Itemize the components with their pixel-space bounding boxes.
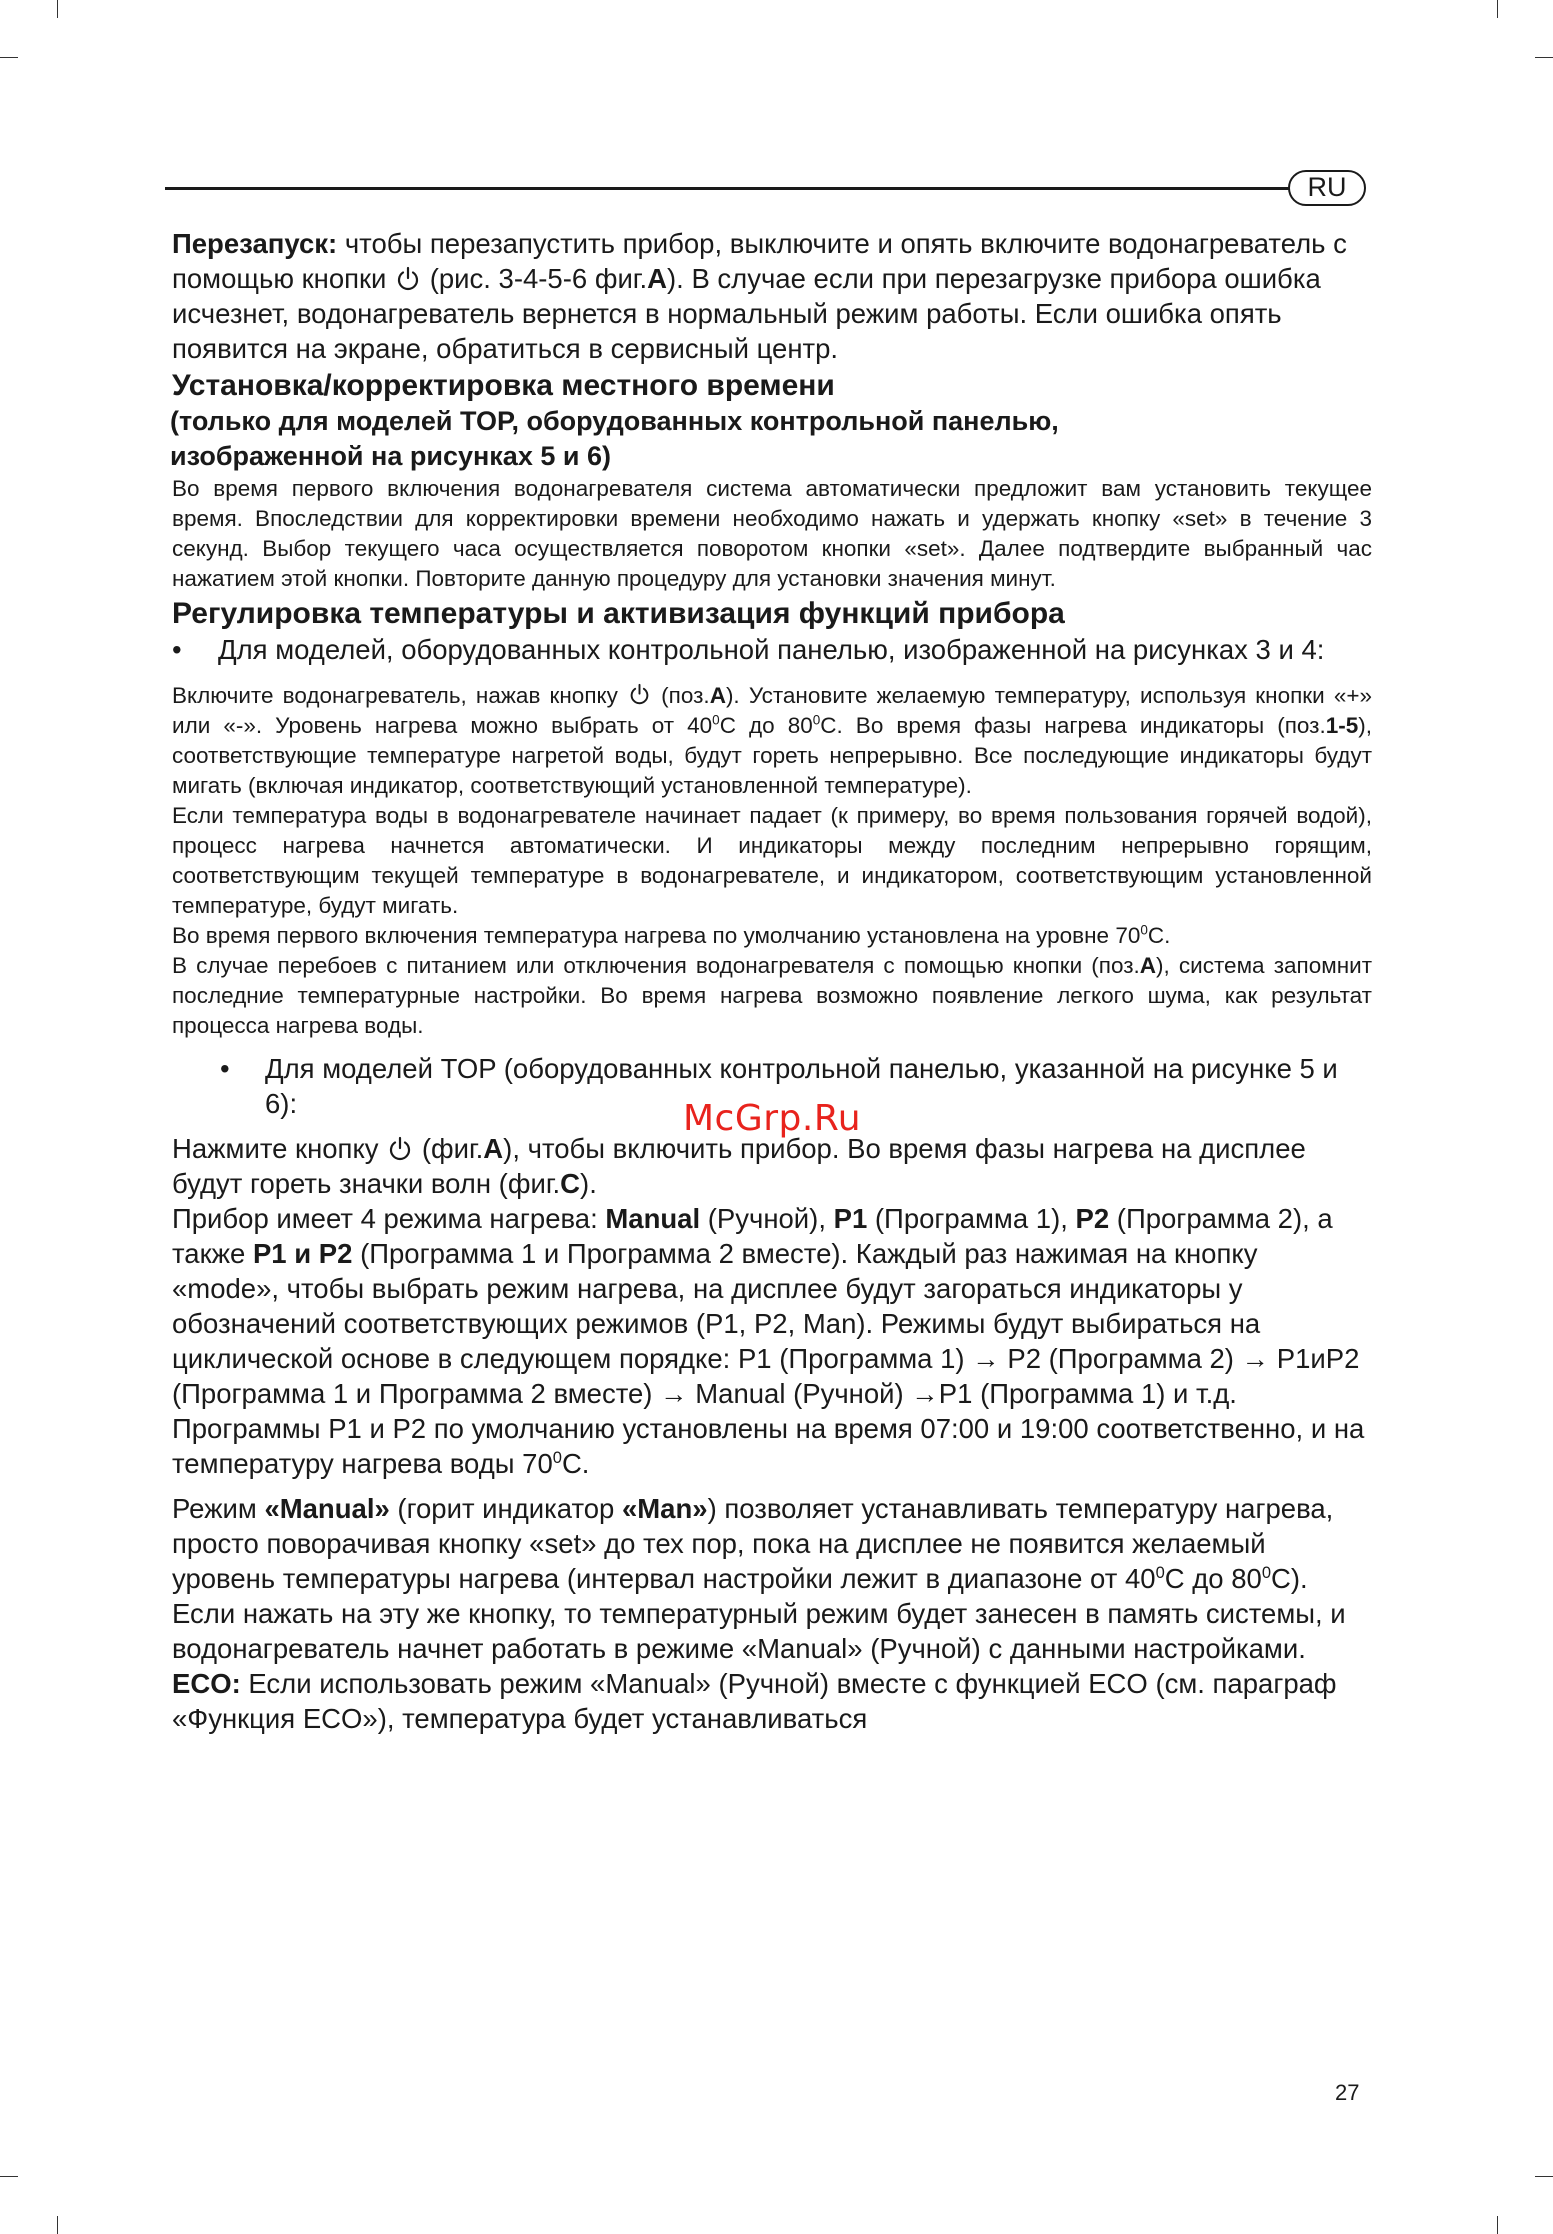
header-rule xyxy=(165,187,1293,190)
crop-mark xyxy=(1535,2176,1553,2177)
top-paragraph-2: Прибор имеет 4 режима нагрева: Manual (Ручной), P1 (Программа 1), P2 (Программа 2), а также P1 и P2 (Программа 1 и Программа 2 вместе). Каждый раз нажимая на кнопку «mode», чтобы выбрать режим нагрева, на дисплее будут загораться индикаторы у обозначений соответствующих режимов (P1, P2, Man). Режимы будут выбираться на циклической основе в следующем порядке: P1 (Программа 1) → P2 (Программа 2) → P1иP2 (Программа 1 и Программа 2 вместе) → Manual (Ручной) →P1 (Программа 1) и т.д. Программы P1 и P2 по умолчанию установлены на время 07:00 и 19:00 соответственно, и на температуру нагрева воды $70^0C$. xyxy=(172,1203,1365,1479)
crop-mark xyxy=(1535,57,1553,58)
power-icon xyxy=(396,266,420,292)
temp-paragraph-3: Во время первого включения температура нагрева по умолчанию установлена на уровне $70^0C$. xyxy=(172,922,1171,948)
temp-paragraph-1: Включите водонагреватель, нажав кнопку (поз.A). Установите желаемую температуру, используя кнопки «+» или «-». Уровень нагрева можно выбрать от $40^0C$ до $80^0C$. Во время фазы нагрева индикаторы (поз.1-5), соответствующие температуре нагретой воды, будут гореть непрерывно. Все последующие индикаторы будут мигать (включая индикатор, соответствующий установленной температуре). xyxy=(172,683,1372,798)
temp-section-heading: Регулировка температуры и активизация функций прибора xyxy=(172,597,1065,630)
crop-mark xyxy=(57,2216,58,2234)
bullet-dot: • xyxy=(220,1053,230,1084)
crop-mark xyxy=(57,0,58,18)
restart-label: Перезапуск: xyxy=(172,228,338,259)
crop-mark xyxy=(1497,0,1498,18)
temp-paragraph-2: Если температура воды в водонагревателе начинает падает (к примеру, во время пользования горячей водой), процесс нагрева начнется автоматически. И индикаторы между последним непрерывно горящим, соответствующим текущей температуре в водонагревателе, и индикатором, соответствующим установленной температуре, будут мигать. xyxy=(172,803,1372,918)
time-section-heading: Установка/корректировка местного времени xyxy=(172,369,835,402)
eco-paragraph: ECO: Если использовать режим «Manual» (Ручной) вместе с функцией ECO (см. параграф «Функция ECO»), температура будет устанавливаться xyxy=(172,1668,1337,1734)
page-number: 27 xyxy=(1335,2080,1360,2105)
restart-paragraph: Перезапуск: чтобы перезапустить прибор, выключите и опять включите водонагреватель с помощью кнопки (рис. 3-4-5-6 фиг.A). В случае если при перезагрузке прибора ошибка исчезнет, водонагреватель вернется в нормальный режим работы. Если ошибка опять появится на экране, обратиться в сервисный центр. xyxy=(172,228,1347,364)
eco-label: ECO: xyxy=(172,1668,241,1699)
top-paragraph-1: Нажмите кнопку (фиг.A), чтобы включить прибор. Во время фазы нагрева на дисплее будут гореть значки волн (фиг.C). xyxy=(172,1133,1306,1199)
language-badge: RU xyxy=(1288,170,1366,206)
bullet-item: • Для моделей TOP (оборудованных контрольной панелью, указанной на рисунке 5 и 6): xyxy=(220,1053,1338,1119)
time-section-body: Во время первого включения водонагревателя система автоматически предложит вам установить текущее время. Впоследствии для корректировки времени необходимо нажать и удержать кнопку «set» в течение 3 секунд. Выбор текущего часа осуществляется поворотом кнопки «set». Далее подтвердите выбранный час нажатием этой кнопки. Повторите данную процедуру для установки значения минут. xyxy=(172,476,1372,591)
time-section-subheading: (только для моделей TOP, оборудованных контрольной панелью, изображенной на рисунках 5 и 6) xyxy=(170,406,1059,471)
manual-mode-paragraph: Режим «Manual» (горит индикатор «Man») позволяет устанавливать температуру нагрева, просто поворачивая кнопку «set» до тех пор, пока на дисплее не появится желаемый уровень температуры нагрева (интервал настройки лежит в диапазоне от $40^0C$ до $80^0C$). Если нажать на эту же кнопку, то температурный режим будет занесен в память системы, и водонагреватель начнет работать в режиме «Manual» (Ручной) с данными настройками. xyxy=(172,1493,1346,1664)
crop-mark xyxy=(0,2176,18,2177)
page-content xyxy=(172,226,1372,1736)
bullet-dot: • xyxy=(172,634,182,665)
crop-mark xyxy=(0,57,18,58)
temp-paragraph-4: В случае перебоев с питанием или отключения водонагревателя с помощью кнопки (поз.A), система запомнит последние температурные настройки. Во время нагрева возможно появление легкого шума, как результат процесса нагрева воды. xyxy=(172,953,1372,1038)
watermark: McGrp.Ru xyxy=(683,1098,862,1139)
power-icon xyxy=(388,1136,412,1162)
crop-mark xyxy=(1497,2216,1498,2234)
bullet-item: • Для моделей, оборудованных контрольной панелью, изображенной на рисунках 3 и 4: xyxy=(172,634,1325,665)
power-icon xyxy=(629,683,650,706)
